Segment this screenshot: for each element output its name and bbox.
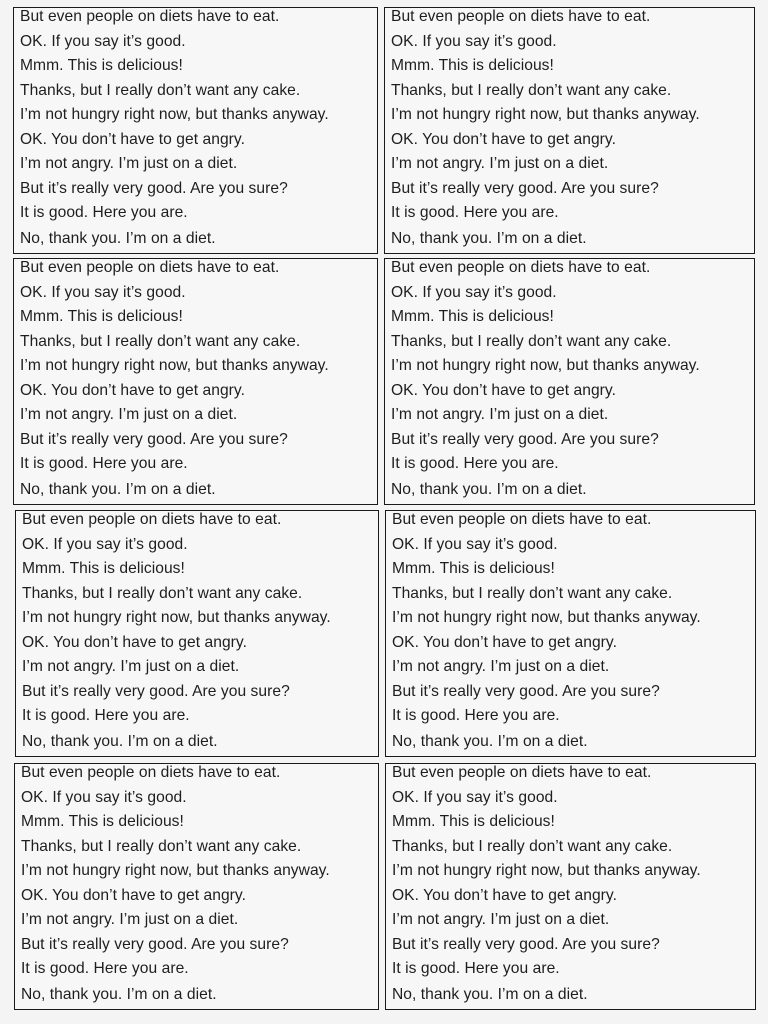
dialogue-line: But even people on diets have to eat. bbox=[22, 511, 282, 528]
dialogue-card bbox=[13, 258, 378, 505]
dialogue-line: But even people on diets have to eat. bbox=[20, 8, 280, 25]
dialogue-line: It is good. Here you are. bbox=[392, 707, 560, 724]
dialogue-line: But it’s really very good. Are you sure? bbox=[20, 430, 288, 448]
dialogue-card bbox=[384, 258, 755, 505]
dialogue-line: I’m not angry. I’m just on a diet. bbox=[392, 911, 610, 928]
dialogue-line: OK. If you say it’s good. bbox=[391, 283, 557, 301]
dialogue-line: No, thank you. I’m on a diet. bbox=[22, 733, 218, 750]
dialogue-line: No, thank you. I’m on a diet. bbox=[20, 230, 216, 247]
dialogue-line: I’m not hungry right now, but thanks anyway. bbox=[391, 357, 700, 374]
dialogue-card bbox=[385, 763, 756, 1010]
dialogue-line: But even people on diets have to eat. bbox=[392, 511, 652, 528]
dialogue-line: No, thank you. I’m on a diet. bbox=[391, 481, 587, 498]
dialogue-line: OK. If you say it’s good. bbox=[21, 788, 187, 806]
dialogue-line: But it’s really very good. Are you sure? bbox=[392, 682, 660, 700]
dialogue-line: But even people on diets have to eat. bbox=[20, 259, 280, 276]
dialogue-line: Mmm. This is delicious! bbox=[22, 560, 185, 577]
dialogue-line: But even people on diets have to eat. bbox=[391, 259, 651, 276]
dialogue-line: OK. If you say it’s good. bbox=[20, 283, 186, 301]
dialogue-line: It is good. Here you are. bbox=[392, 960, 560, 977]
dialogue-line: No, thank you. I’m on a diet. bbox=[20, 481, 216, 498]
dialogue-line: Thanks, but I really don’t want any cake. bbox=[20, 332, 301, 350]
dialogue-line: But it’s really very good. Are you sure? bbox=[391, 430, 659, 448]
dialogue-line: Mmm. This is delicious! bbox=[20, 308, 183, 325]
dialogue-line: But it’s really very good. Are you sure? bbox=[392, 935, 660, 953]
dialogue-line: OK. If you say it’s good. bbox=[22, 535, 188, 553]
dialogue-line: OK. You don’t have to get angry. bbox=[392, 633, 617, 651]
dialogue-line: OK. You don’t have to get angry. bbox=[391, 381, 616, 399]
dialogue-line: No, thank you. I’m on a diet. bbox=[391, 230, 587, 247]
dialogue-card bbox=[384, 7, 755, 254]
dialogue-line: Thanks, but I really don’t want any cake. bbox=[391, 81, 672, 99]
dialogue-line: But it’s really very good. Are you sure? bbox=[22, 682, 290, 700]
dialogue-line: It is good. Here you are. bbox=[391, 455, 559, 472]
dialogue-line: But it’s really very good. Are you sure? bbox=[20, 179, 288, 197]
dialogue-line: No, thank you. I’m on a diet. bbox=[392, 733, 588, 750]
dialogue-line: OK. You don’t have to get angry. bbox=[20, 130, 245, 148]
dialogue-line: OK. You don’t have to get angry. bbox=[392, 886, 617, 904]
dialogue-line: It is good. Here you are. bbox=[20, 204, 188, 221]
dialogue-line: Thanks, but I really don’t want any cake. bbox=[392, 837, 673, 855]
dialogue-card bbox=[14, 763, 379, 1010]
dialogue-line: I’m not hungry right now, but thanks anyway. bbox=[20, 106, 329, 123]
dialogue-line: Mmm. This is delicious! bbox=[391, 57, 554, 74]
dialogue-line: Thanks, but I really don’t want any cake. bbox=[21, 837, 302, 855]
dialogue-line: Mmm. This is delicious! bbox=[392, 813, 555, 830]
dialogue-line: OK. You don’t have to get angry. bbox=[391, 130, 616, 148]
dialogue-line: OK. If you say it’s good. bbox=[392, 788, 558, 806]
dialogue-line: Thanks, but I really don’t want any cake. bbox=[22, 584, 303, 602]
dialogue-line: I’m not angry. I’m just on a diet. bbox=[20, 406, 238, 423]
dialogue-card bbox=[15, 510, 379, 757]
dialogue-line: I’m not angry. I’m just on a diet. bbox=[391, 155, 609, 172]
dialogue-line: OK. If you say it’s good. bbox=[392, 535, 558, 553]
dialogue-line: But it’s really very good. Are you sure? bbox=[391, 179, 659, 197]
dialogue-line: I’m not angry. I’m just on a diet. bbox=[22, 658, 240, 675]
dialogue-line: OK. You don’t have to get angry. bbox=[22, 633, 247, 651]
dialogue-line: No, thank you. I’m on a diet. bbox=[392, 986, 588, 1003]
dialogue-line: I’m not angry. I’m just on a diet. bbox=[20, 155, 238, 172]
dialogue-line: It is good. Here you are. bbox=[21, 960, 189, 977]
dialogue-line: I’m not hungry right now, but thanks anyway. bbox=[22, 609, 331, 626]
dialogue-line: I’m not hungry right now, but thanks anyway. bbox=[392, 609, 701, 626]
dialogue-line: I’m not angry. I’m just on a diet. bbox=[391, 406, 609, 423]
dialogue-line: It is good. Here you are. bbox=[20, 455, 188, 472]
dialogue-line: OK. You don’t have to get angry. bbox=[20, 381, 245, 399]
dialogue-line: Thanks, but I really don’t want any cake. bbox=[391, 332, 672, 350]
dialogue-line: But it’s really very good. Are you sure? bbox=[21, 935, 289, 953]
dialogue-line: I’m not hungry right now, but thanks anyway. bbox=[21, 862, 330, 879]
dialogue-line: I’m not angry. I’m just on a diet. bbox=[21, 911, 239, 928]
dialogue-line: Mmm. This is delicious! bbox=[20, 57, 183, 74]
dialogue-line: It is good. Here you are. bbox=[22, 707, 190, 724]
dialogue-card bbox=[13, 7, 378, 254]
dialogue-line: Thanks, but I really don’t want any cake. bbox=[392, 584, 673, 602]
dialogue-line: OK. If you say it’s good. bbox=[20, 32, 186, 50]
dialogue-line: I’m not hungry right now, but thanks anyway. bbox=[392, 862, 701, 879]
dialogue-line: Mmm. This is delicious! bbox=[392, 560, 555, 577]
dialogue-line: But even people on diets have to eat. bbox=[391, 8, 651, 25]
dialogue-line: Mmm. This is delicious! bbox=[21, 813, 184, 830]
dialogue-line: No, thank you. I’m on a diet. bbox=[21, 986, 217, 1003]
dialogue-line: But even people on diets have to eat. bbox=[21, 764, 281, 781]
dialogue-line: I’m not hungry right now, but thanks anyway. bbox=[391, 106, 700, 123]
dialogue-line: OK. You don’t have to get angry. bbox=[21, 886, 246, 904]
dialogue-line: I’m not hungry right now, but thanks anyway. bbox=[20, 357, 329, 374]
dialogue-line: Thanks, but I really don’t want any cake. bbox=[20, 81, 301, 99]
dialogue-line: But even people on diets have to eat. bbox=[392, 764, 652, 781]
dialogue-line: I’m not angry. I’m just on a diet. bbox=[392, 658, 610, 675]
dialogue-line: OK. If you say it’s good. bbox=[391, 32, 557, 50]
dialogue-card bbox=[385, 510, 756, 757]
dialogue-line: Mmm. This is delicious! bbox=[391, 308, 554, 325]
dialogue-line: It is good. Here you are. bbox=[391, 204, 559, 221]
